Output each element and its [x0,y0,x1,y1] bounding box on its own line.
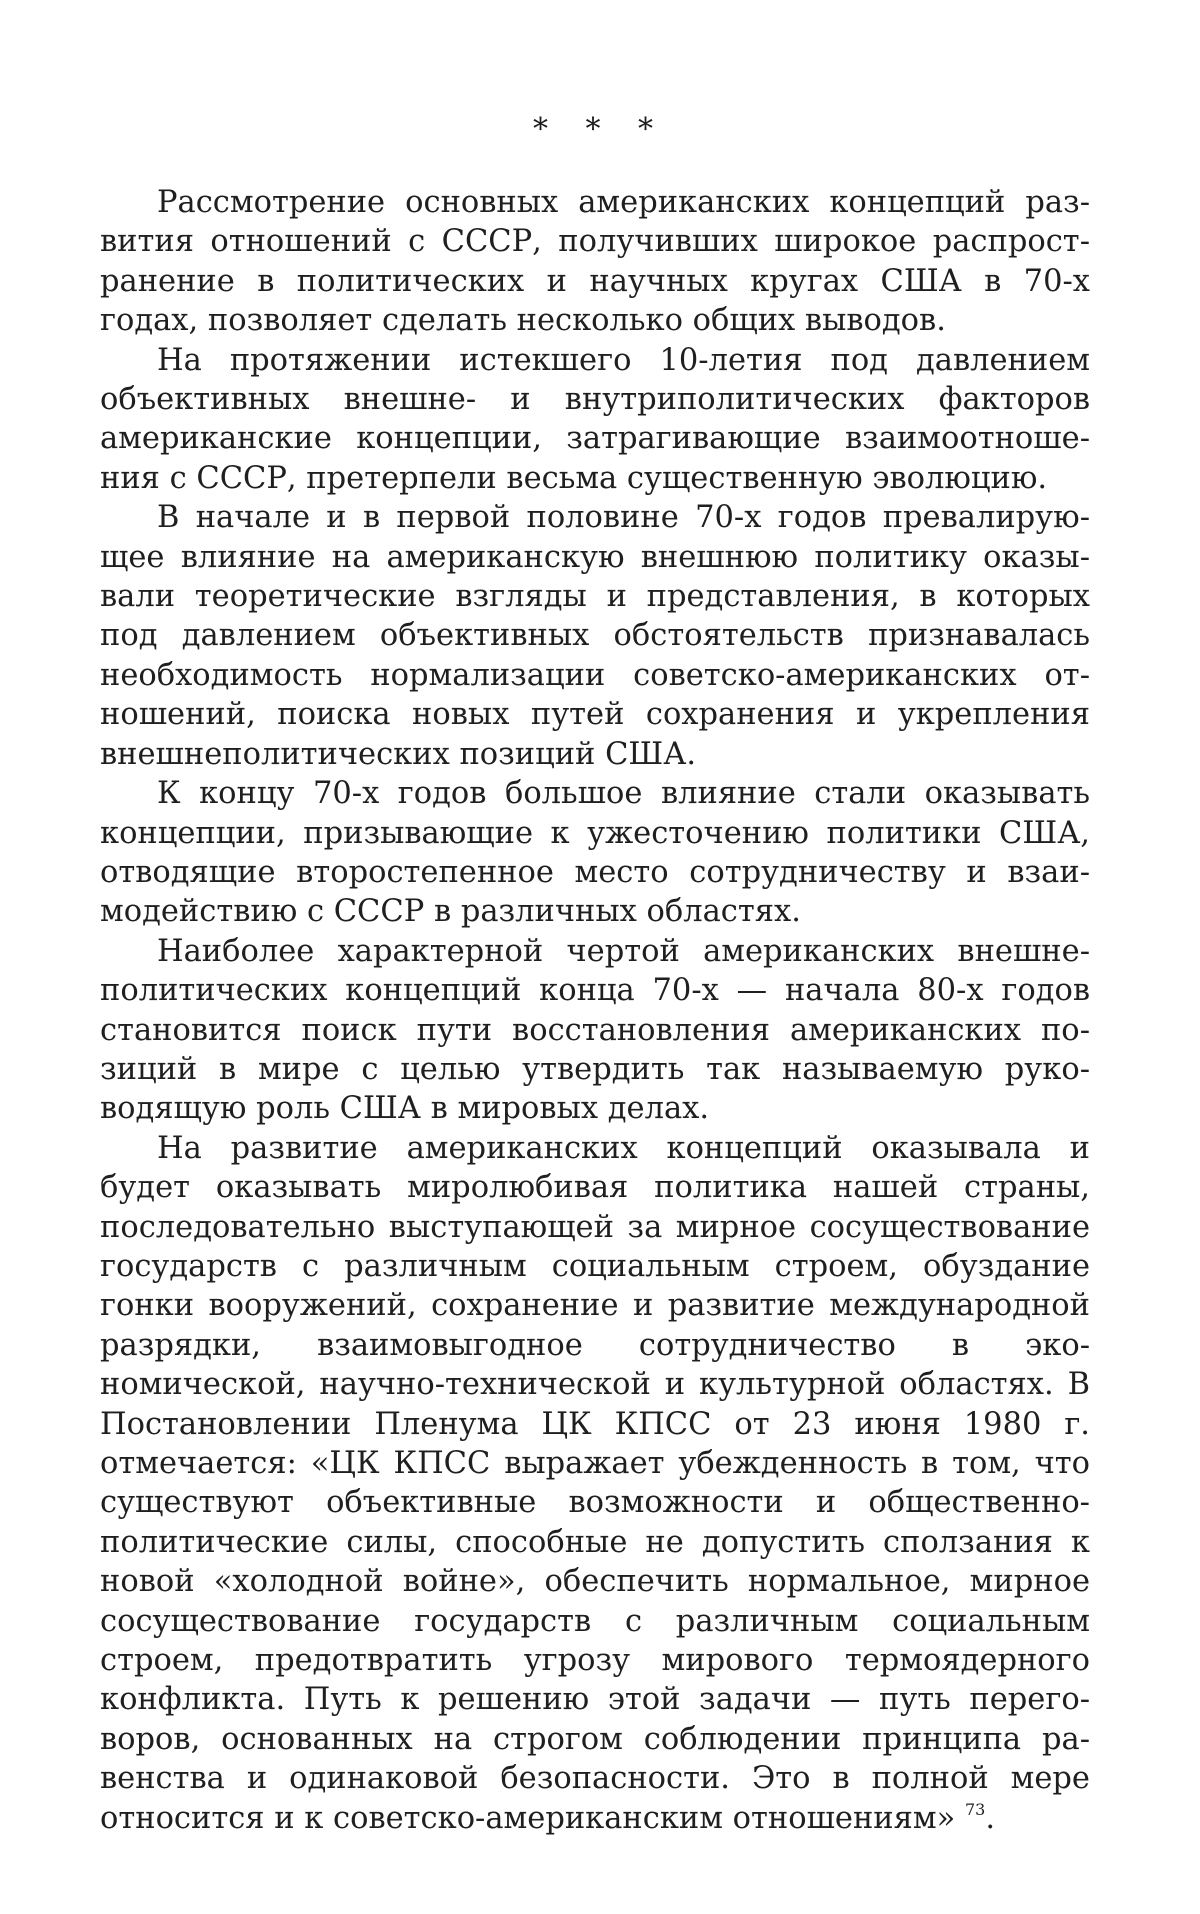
section-separator: * * * [532,112,668,147]
paragraph: На протяжении истекшего 10-летия под давлением объективных внешне- и внутриполитических факторов американские концепции, затрагивающие взаимоотношения с СССР, претерпели весьма существенную эволюцию. [100,342,1090,496]
paragraph: Наиболее характерной чертой американских внешнеполитических концепций конца 70-х — начала 80-х годов становится поиск пути восстановления американских позиций в мире с целью утвердить так называемую руководящую роль США в мировых делах. [100,933,1090,1127]
paragraph: К концу 70-х годов большое влияние стали оказывать концепции, призывающие к ужесточению политики США, отводящие второстепенное место сотрудничеству и взаимодействию с СССР в различных областях. [100,776,1090,930]
paragraph: Рассмотрение основных американских концепций развития отношений с СССР, получивших широкое распространение в политических и научных кругах США в 70-х годах, позволяет сделать несколько общих выводов. [100,185,1090,339]
closing-punctuation: . [985,1800,996,1836]
final-paragraph-text: На развитие американских концепций оказывала и будет оказывать миролюбивая политика нашей страны, последовательно выступающей за мирное сосуществование государств с различным социальным строем, обуздание гонки вооружений, сохранение и развитие международной разрядки, взаимовыгодное сотрудничество в экономической, научно-технической и культурной областях. В Постановлении Пленума ЦК КПСС от 23 июня 1980 г. отмечается: «ЦК КПСС выражает убежденность в том, что существуют объективные возможности и общественно-политические силы, способные не допустить сползания к новой «холодной войне», обеспечить нормальное, мирное сосуществование государств с различным социальным строем, предотвратить угрозу мирового термоядерного конфликта. Путь к решению этой задачи — путь переговоров, основанных на строгом соблюдении принципа равенства и одинаковой безопасности. Это в полной мере относится и к советско-американским отношениям» [100,1130,1090,1836]
paragraph: В начале и в первой половине 70-х годов превалирующее влияние на американскую внешнюю политику оказывали теоретические взгляды и представления, в которых под давлением объективных обстоятельств признавалась необходимость нормализации советско-американских отношений, поиска новых путей сохранения и укрепления внешнеполитических позиций США. [100,500,1090,772]
body-text [100,183,1090,1838]
paragraph-final [100,1129,1090,1838]
footnote-reference: 73 [964,1799,986,1819]
